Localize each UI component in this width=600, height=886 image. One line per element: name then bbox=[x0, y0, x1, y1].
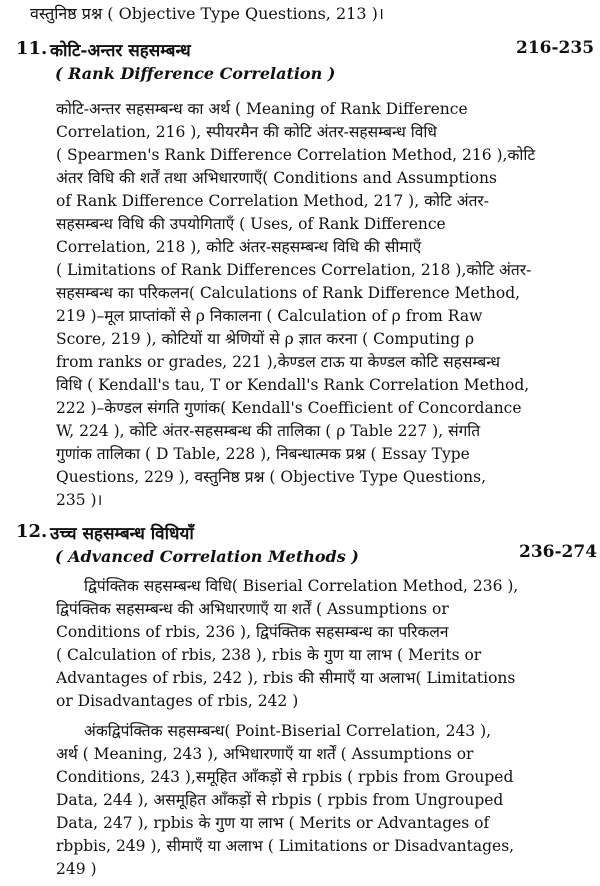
text-line: Data, 244 ), असमूहित आँकड़ों से rbpis ( rpbis from Ungrouped bbox=[56, 791, 504, 809]
text-line: अंकद्विपंक्तिक सहसम्बन्ध( Point-Biserial Correlation, 243 ), bbox=[84, 722, 492, 740]
text-line: 222 )–केण्डल संगति गुणांक( Kendall's Coefficient of Concordance bbox=[56, 399, 522, 417]
text-line: Advantages of rbis, 242 ), rbis की सीमाएँ या अलाभ( Limitations bbox=[56, 669, 516, 687]
text-line: Correlation, 216 ), स्पीयरमैन की कोटि अंतर-सहसम्बन्ध विधि bbox=[56, 123, 437, 141]
text-line: द्विपंक्तिक सहसम्बन्ध की अभिधारणाएँ या शर्तें ( Assumptions or bbox=[56, 600, 449, 618]
text-line: Score, 219 ), कोटियों या श्रेणियों से ρ ज्ञात करना ( Computing ρ bbox=[56, 330, 475, 348]
text-line: ( Calculation of rbis, 238 ), rbis के गुण या लाभ ( Merits or bbox=[56, 646, 482, 664]
chapter-pages: 236-274 bbox=[519, 542, 598, 562]
text-line: 235 )। bbox=[56, 491, 103, 509]
text-line: Conditions of rbis, 236 ), द्विपंक्तिक सहसम्बन्ध का परिकलन bbox=[56, 623, 449, 641]
text-line: or Disadvantages of rbis, 242 ) bbox=[56, 692, 299, 710]
text-line: Data, 247 ), rpbis के गुण या लाभ ( Merits or Advantages of bbox=[56, 814, 490, 832]
chapter-subtitle: ( Rank Difference Correlation ) bbox=[55, 64, 336, 83]
chapter-subtitle: ( Advanced Correlation Methods ) bbox=[55, 547, 359, 566]
text-line: अर्थ ( Meaning, 243 ), अभिधारणाएँ या शर्तें ( Assumptions or bbox=[56, 745, 474, 763]
text-line: सहसम्बन्ध का परिकलन( Calculations of Rank Difference Method, bbox=[56, 284, 521, 302]
chapter-title: कोटि-अन्तर सहसम्बन्ध bbox=[50, 41, 191, 61]
text-line: 219 )–मूल प्राप्तांकों से ρ निकालना ( Calculation of ρ from Raw bbox=[56, 307, 483, 325]
text-line: rbpbis, 249 ), सीमाएँ या अलाभ ( Limitations or Disadvantages, bbox=[56, 837, 515, 855]
text-line: ( Spearmen's Rank Difference Correlation Method, 216 ),कोटि bbox=[56, 146, 536, 164]
text-line: Questions, 229 ), वस्तुनिष्ठ प्रश्न ( Objective Type Questions, bbox=[56, 468, 487, 486]
text-line: द्विपंक्तिक सहसम्बन्ध विधि( Biserial Correlation Method, 236 ), bbox=[84, 577, 519, 595]
text-line: गुणांक तालिका ( D Table, 228 ), निबन्धात्मक प्रश्न ( Essay Type bbox=[56, 445, 470, 463]
text-line: Conditions, 243 ),समूहित आँकड़ों से rpbis ( rpbis from Grouped bbox=[56, 768, 514, 786]
chapter-pages: 216-235 bbox=[516, 38, 595, 58]
top-line: वस्तुनिष्ठ प्रश्न ( Objective Type Questions, 213 )। bbox=[30, 4, 384, 23]
text-line: कोटि-अन्तर सहसम्बन्ध का अर्थ ( Meaning of Rank Difference bbox=[56, 100, 468, 118]
text-line: अंतर विधि की शर्तें तथा अभिधारणाएँ( Conditions and Assumptions bbox=[56, 169, 497, 187]
text-line: W, 224 ), कोटि अंतर-सहसम्बन्ध की तालिका ( ρ Table 227 ), संगति bbox=[56, 422, 481, 440]
text-line: ( Limitations of Rank Differences Correlation, 218 ),कोटि अंतर- bbox=[56, 261, 532, 279]
chapter-number: 12. bbox=[16, 521, 48, 542]
chapter-number: 11. bbox=[16, 38, 48, 59]
text-line: 249 ) bbox=[56, 860, 97, 878]
text-line: of Rank Difference Correlation Method, 217 ), कोटि अंतर- bbox=[56, 192, 489, 210]
chapter-title: उच्च सहसम्बन्ध विधियाँ bbox=[50, 524, 194, 544]
text-line: from ranks or grades, 221 ),केण्डल टाऊ या केण्डल कोटि सहसम्बन्ध bbox=[56, 353, 501, 371]
text-line: विधि ( Kendall's tau, T or Kendall's Rank Correlation Method, bbox=[56, 376, 530, 394]
text-line: Correlation, 218 ), कोटि अंतर-सहसम्बन्ध विधि की सीमाएँ bbox=[56, 238, 422, 256]
text-line: सहसम्बन्ध विधि की उपयोगिताएँ ( Uses, of Rank Difference bbox=[56, 215, 446, 233]
